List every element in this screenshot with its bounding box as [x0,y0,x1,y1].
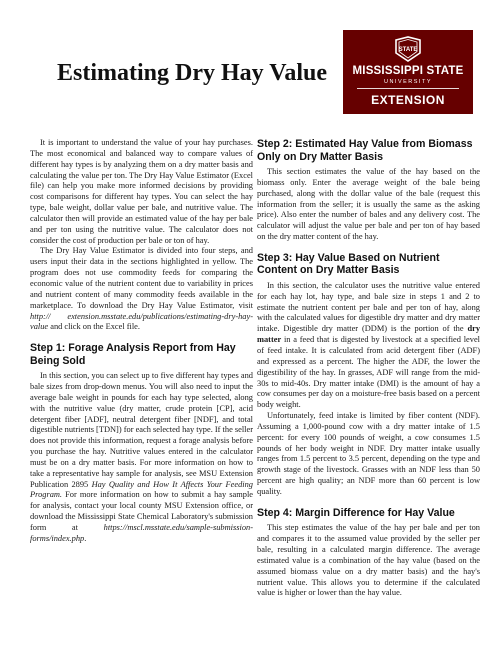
step3-text-b: in a feed that is digested by livestock at a specified level of feed intake. It is calculated from acid detergent fiber (ADF) and expressed as a percent. The higher the ADF, the lower the digestibility of the hay. In grasses, ADF will range from the mid-30s to mid-40s. Dry matter intake (DMI) is the amount of hay a cow consumes per day on a moisture-free basis based on a percent body weight. [257,335,481,410]
logo-divider [357,88,459,89]
logo-line-2: UNIVERSITY [383,79,432,85]
step1-text: In this section, you can select up to five different hay types and bale sizes from drop-down menus. You will also need to input the average bale weight in pounds for each hay type selected, along with the nutritive value (dry matter, crude protein [CP], acid detergent fiber [ADF], neutral detergent fiber [NDF], and total digestible nutrients [TDN]) for each selected hay type. If the seller does not provide this information, request a forage analysis before you purchase the hay. Nutritive values entered in the calculator must be on a dry matter basis. For more information on how to take a representative hay sample for analysis, see MSU Extension Publication 2895 [30,371,254,489]
intro-p2-end: and click on the Excel file. [50,322,140,332]
logo-line-1: MISSISSIPPI STATE [352,65,464,77]
step3-paragraph-1 [257,281,480,411]
logo-line-3: EXTENSION [371,93,445,107]
step4-heading: Step 4: Margin Difference for Hay Value [257,506,455,519]
step3-bold-term: dry matter [257,324,480,345]
step1-end: . [84,533,87,543]
msu-extension-logo [343,30,473,114]
intro-p2-text: The Dry Hay Value Estimator is divided into four steps, and users input their data in the sections highlighted in yellow. The program does not use commodity feeds for comparing the economic value of the nutrient content due to variability in prices and nutrient content of many commodity feeds available in the marketplace. To download the Dry Hay Value Estimator, visit [30,246,253,310]
msu-seal-icon [393,36,423,62]
left-column [30,138,253,545]
step3-paragraph-2: Unfortunately, feed intake is limited by fiber content (NDF). Assuming a 1,000-pound cow with a dry matter intake of 1.5 percent: for every 100 pounds of weight, a cow consumes 1.5 pounds of her body weight in NDF. Dry matter intake usually ranges from 1.5 percent to 3.5 percent, depending on the type and growth stage of the livestock. Grasses with an NDF less than 50 percent are high quality; an NDF more than 60 percent is low quality. [257,411,480,496]
step1-paragraph [30,371,253,545]
intro-paragraph-1: It is important to understand the value of your hay purchases. The most economical and balanced way to compare values of different hay types is by analyzing them on a dry matter basis and calculating the value per ton. The Dry Hay Value Estimator (Excel file) can help you make more informed decisions by providing cost comparisons for different hay types. You can select the hay type, bale weight, dollar value per bale, and nutritive value. The calculator then will provide an estimated value of the hay per bale and per ton using the nutritive value. The calculator does not consider the cost of production per bale or ton of hay. [30,138,253,245]
step3-heading: Step 3: Hay Value Based on Nutrient Content on Dry Matter Basis [257,251,440,277]
step1-heading: Step 1: Forage Analysis Report from Hay Being Sold [30,342,236,367]
intro-paragraph-2 [30,246,253,333]
step2-heading: Step 2: Estimated Hay Value from Biomass Only on Dry Matter Basis [257,138,473,163]
step2-paragraph: This section estimates the value of the hay based on the biomass only. Enter the average weight of the bale being purchased, along with the dollar value of the bale (request this information from the seller; it is usually the same as the asking price). Also enter the number of bales and any delivery cost. The calculator will adjust the value per bale and per ton of hay based on the dry matter content of the hay. [257,167,480,242]
step1-text-2: For more information on how to submit a hay sample for analysis, contact your local county MSU Extension office, or download the Mississippi State Chemical Laboratory's submission form at [30,490,253,532]
page-title: Estimating Dry Hay Value [57,60,328,86]
publication-title: Hay Quality and How It Affects Your Feeding Program. [30,479,253,500]
step4-paragraph: This step estimates the value of the hay per bale and per ton and compares it to the assumed value provided by the seller per bale, resulting in a calculated margin difference. The average estimated value is a combination of the hay value (based on the assumed biomass value on a dry matter basis) and the hay's nutrient value. This allows you to determine if the calculated value is higher or lower than the hay value. [257,523,480,598]
step3-text-a: In this section, the calculator uses the nutritive value entered for each hay lot, hay type, and bale size in steps 1 and 2 to estimate the nutrient content per bale and per ton of hay, along with the calculated values for digestible dry matter and dry matter intake. Digestible dry matter (DDM) is the portion of the [257,280,480,334]
right-column [257,138,480,599]
estimator-link[interactable]: http:// extension.msstate.edu/publications/estimating-dry-hay-value [30,311,253,332]
seal-text: STATE [398,47,418,53]
submission-form-link[interactable]: https://mscl.msstate.edu/sample-submission-forms/index.php [30,523,253,543]
